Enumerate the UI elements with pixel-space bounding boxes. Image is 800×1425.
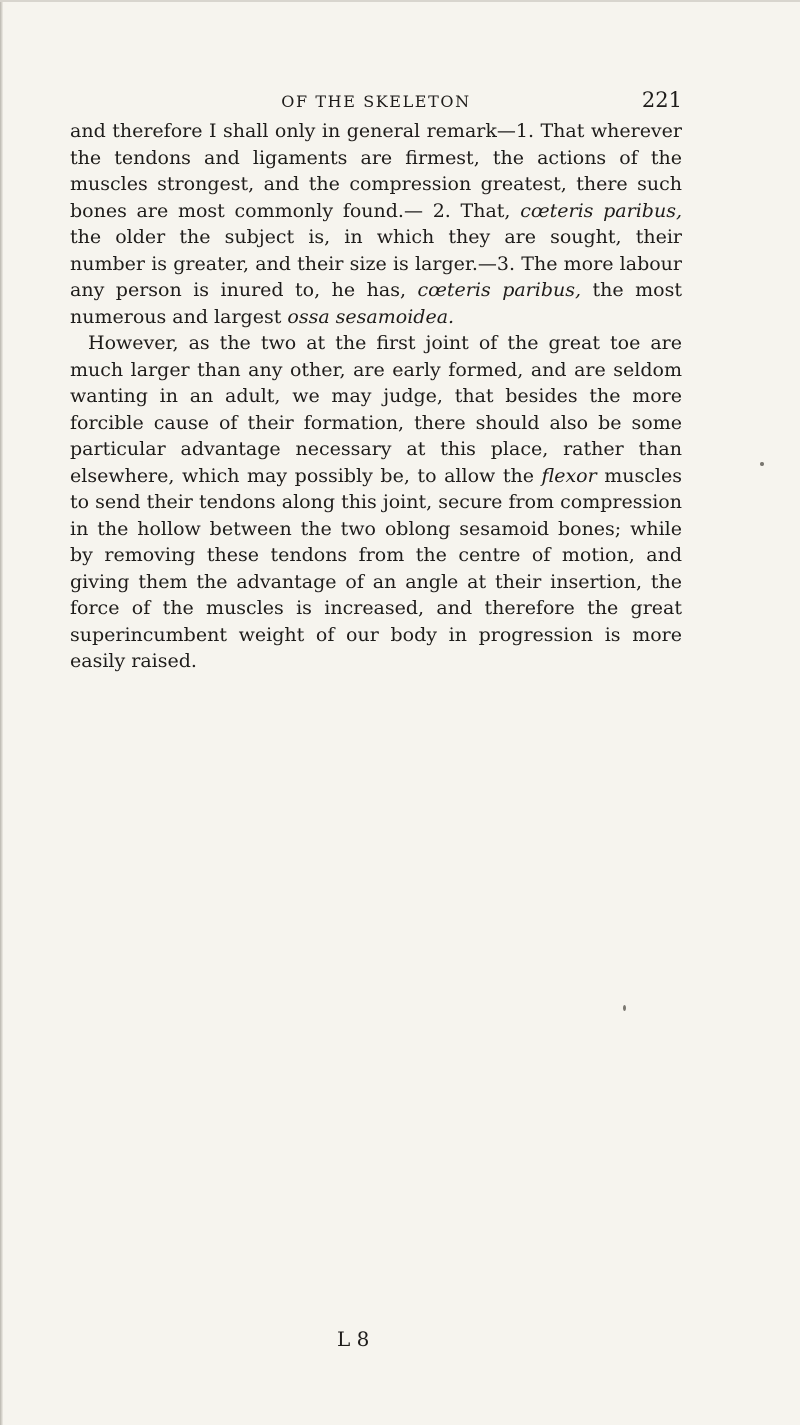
p2-text-a: However, as the two at the first joint of the great toe are much larger than any other, are early formed, and are seldom wanting in an adult, we may judge, that besides the more forcible cause of their formation, there should also be some particular advantage necessary at this place, rather than elsewhere, which may possibly be, to allow the bbox=[70, 332, 682, 487]
page-top-edge bbox=[0, 0, 800, 2]
page-header bbox=[70, 88, 682, 118]
p2-italic-1: flexor bbox=[541, 464, 597, 487]
p1-text-b: the older the subject is, in which they are sought, their number is greater, and their size is larger.—3. The more labour any person is inured to, he has, bbox=[70, 226, 682, 301]
paragraph-2 bbox=[70, 330, 682, 675]
p1-text-c: the most numerous and largest bbox=[70, 279, 682, 328]
signature-mark: L 8 bbox=[337, 1327, 370, 1351]
p1-italic-1: cœteris paribus, bbox=[520, 199, 682, 222]
running-head: OF THE SKELETON bbox=[281, 92, 471, 111]
p1-text-a: and therefore I shall only in general remark—1. That wherever the tendons and ligaments are firmest, the actions of the muscles strongest, and the compression greatest, there such bones are most commonly found.— 2. That, bbox=[70, 120, 682, 222]
paper-speck bbox=[760, 462, 764, 466]
p1-italic-3: ossa sesamoidea. bbox=[287, 305, 455, 328]
p2-text-b: muscles to send their tendons along this joint, secure from compression in the hollow between the two oblong sesamoid bones; while by removing these tendons from the centre of motion, and giving them the advantage of an angle at their insertion, the force of the muscles is increased, and therefore the great superincumbent weight of our body in progression is more easily raised. bbox=[70, 464, 682, 672]
paper-speck bbox=[623, 1005, 626, 1011]
page-edge-shadow bbox=[0, 0, 3, 1425]
page-number: 221 bbox=[641, 88, 682, 112]
body-text bbox=[70, 118, 682, 675]
p1-italic-2: cœteris paribus, bbox=[417, 279, 582, 301]
paragraph-1 bbox=[70, 118, 682, 330]
